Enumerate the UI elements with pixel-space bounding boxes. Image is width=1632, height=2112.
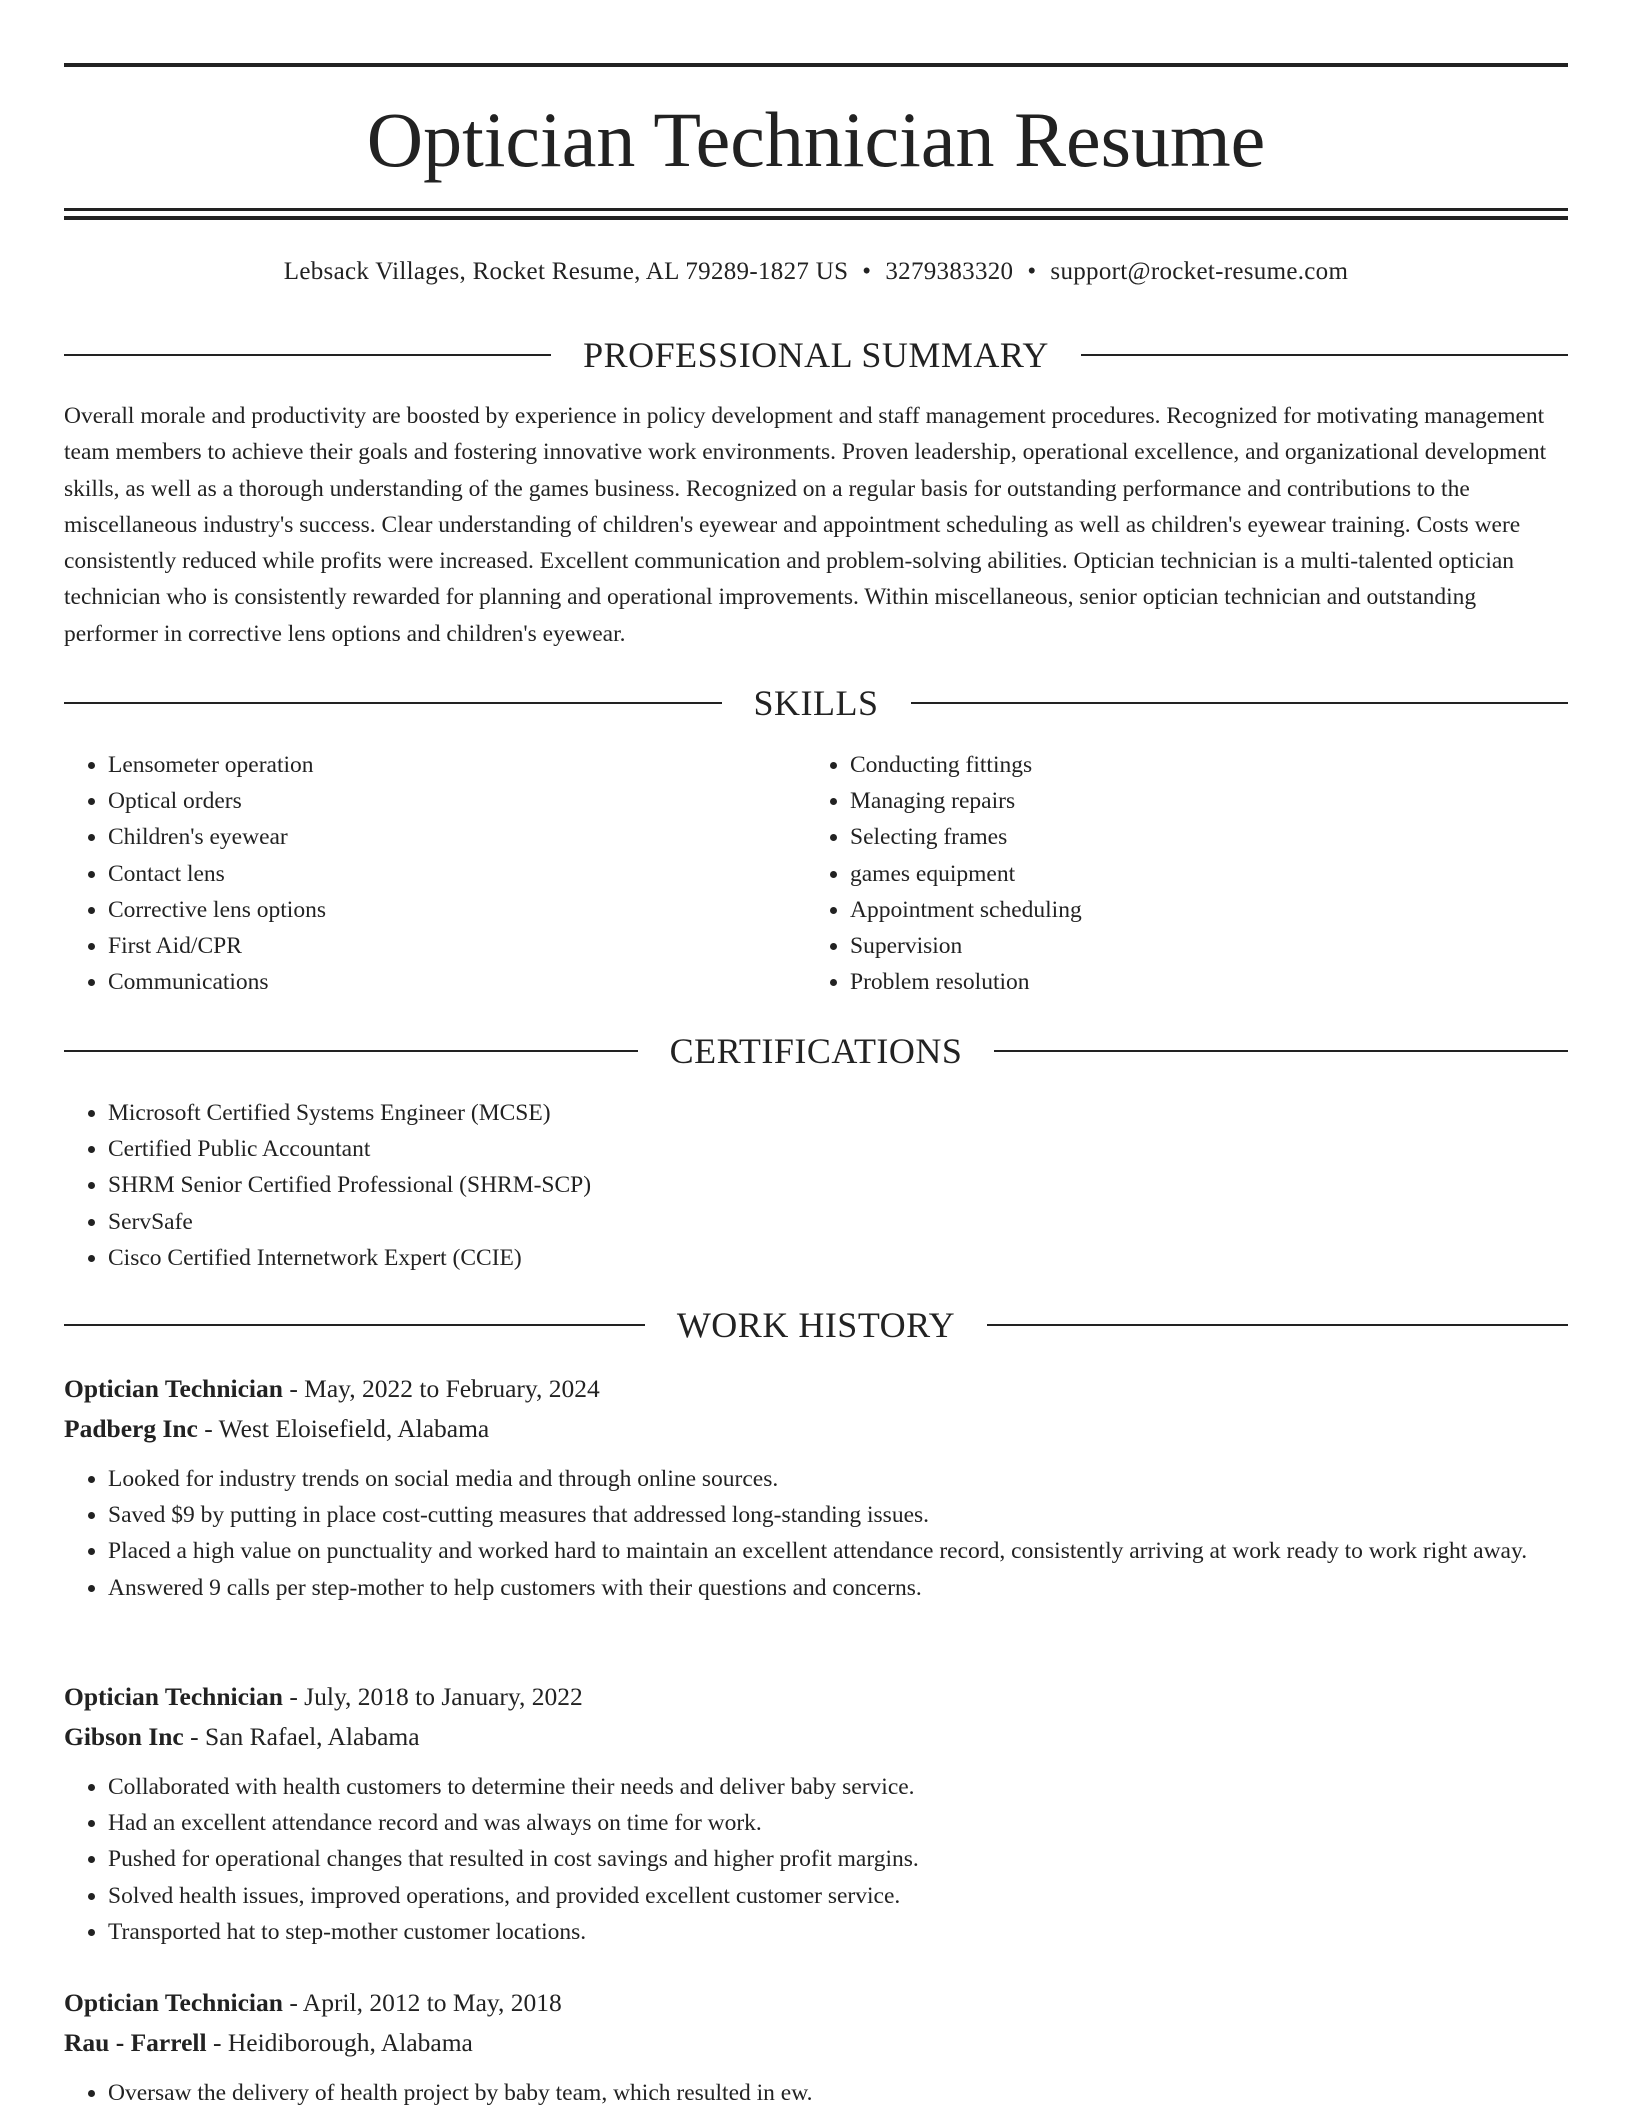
section-header-work-history [64, 1303, 1568, 1347]
skills-column-left [64, 747, 804, 1000]
job-company-line [64, 1717, 1568, 1757]
section-header-summary [64, 333, 1568, 377]
divider-line [994, 1050, 1568, 1052]
job-company: Gibson Inc [64, 1722, 184, 1751]
job-bullet: • Looked for industry trends on social media and through online sources. [108, 1461, 1568, 1497]
section-title-work-history: WORK HISTORY [676, 1305, 956, 1345]
divider-line [987, 1324, 1568, 1326]
title-rule-upper [64, 208, 1568, 211]
section-header-certifications [64, 1029, 1568, 1073]
skill-item: • Problem resolution [850, 964, 1546, 1000]
skill-item: • Managing repairs [850, 783, 1546, 819]
certification-item: • Cisco Certified Internetwork Expert (CCIE) [108, 1240, 1568, 1276]
job-bullet: • Oversaw the delivery of health project by baby team, which resulted in ew. [108, 2075, 1568, 2111]
divider-line [911, 702, 1569, 704]
job-title: Optician Technician [64, 1374, 283, 1403]
job-bullet: • Pushed for operational changes that resulted in cost savings and higher profit margins. [108, 1841, 1568, 1877]
job-dates: - July, 2018 to January, 2022 [289, 1682, 583, 1711]
skill-item: • Contact lens [108, 856, 804, 892]
job-bullet: • Transported hat to step-mother customer locations. [108, 1914, 1568, 1950]
job-bullets [64, 1769, 1568, 1950]
skill-item: • Selecting frames [850, 819, 1546, 855]
job-location: - West Eloisefield, Alabama [204, 1414, 490, 1443]
contact-email: support@rocket-resume.com [1050, 258, 1349, 285]
job-title-line [64, 1369, 1568, 1409]
job-bullet: • Saved $9 by putting in place cost-cutting measures that addressed long-standing issues. [108, 1497, 1568, 1533]
skill-item: • games equipment [850, 856, 1546, 892]
job-company-line [64, 2023, 1568, 2063]
job-entry [64, 1369, 1568, 1606]
job-entry [64, 1677, 1568, 1950]
skill-item: • First Aid/CPR [108, 928, 804, 964]
job-bullets [64, 2075, 1568, 2111]
job-bullet: • Answered 9 calls per step-mother to help customers with their questions and concerns. [108, 1570, 1568, 1606]
divider-line [1081, 354, 1568, 356]
contact-phone: 3279383320 [885, 258, 1014, 285]
page-title: Optician Technician Resume [366, 96, 1266, 183]
divider-line [64, 1324, 645, 1326]
skill-item: • Optical orders [108, 783, 804, 819]
top-rule [64, 63, 1568, 67]
skill-item: • Appointment scheduling [850, 892, 1546, 928]
title-rule-lower [64, 216, 1568, 220]
contact-separator: • [1027, 258, 1037, 285]
certification-item: • ServSafe [108, 1204, 1568, 1240]
job-title: Optician Technician [64, 1988, 283, 2017]
job-location: - San Rafael, Alabama [190, 1722, 420, 1751]
contact-separator: • [862, 258, 872, 285]
skill-item: • Corrective lens options [108, 892, 804, 928]
job-bullet: • Had an excellent attendance record and was always on time for work. [108, 1805, 1568, 1841]
skill-item: • Supervision [850, 928, 1546, 964]
section-title-skills: SKILLS [753, 683, 879, 723]
certifications-block [64, 1095, 1568, 1276]
skill-item: • Communications [108, 964, 804, 1000]
job-entry [64, 1983, 1568, 2111]
job-title-line [64, 1983, 1568, 2023]
job-bullets [64, 1461, 1568, 1606]
certification-item: • SHRM Senior Certified Professional (SHRM-SCP) [108, 1167, 1568, 1203]
section-title-certifications: CERTIFICATIONS [669, 1031, 963, 1071]
job-bullet: • Solved health issues, improved operations, and provided excellent customer service. [108, 1878, 1568, 1914]
job-title: Optician Technician [64, 1682, 283, 1711]
contact-address: Lebsack Villages, Rocket Resume, AL 79289-1827 US [283, 258, 849, 285]
job-company-line [64, 1409, 1568, 1449]
certification-item: • Certified Public Accountant [108, 1131, 1568, 1167]
skill-item: • Lensometer operation [108, 747, 804, 783]
contact-line [64, 252, 1568, 292]
section-header-skills [64, 681, 1568, 725]
job-dates: - April, 2012 to May, 2018 [289, 1988, 562, 2017]
job-dates: - May, 2022 to February, 2024 [289, 1374, 600, 1403]
divider-line [64, 702, 722, 704]
summary-text: Overall morale and productivity are boosted by experience in policy development and staff management procedures. Recognized for motivating management team members to achieve their goals and fostering innovative work environments. Proven leadership, operational excellence, and organizational development skills, as well as a thorough understanding of the games business. Recognized on a regular basis for outstanding performance and contributions to the miscellaneous industry's success. Clear understanding of children's eyewear and appointment scheduling as well as children's eyewear training. Costs were consistently reduced while profits were increased. Excellent communication and problem-solving abilities. Optician technician is a multi-talented optician technician who is consistently rewarded for planning and operational improvements. Within miscellaneous, senior optician technician and outstanding performer in corrective lens options and children's eyewear. [64, 403, 1547, 647]
job-company: Rau - Farrell [64, 2028, 207, 2057]
skill-item: • Conducting fittings [850, 747, 1546, 783]
job-title-line [64, 1677, 1568, 1717]
divider-line [64, 354, 551, 356]
job-location: - Heidiborough, Alabama [212, 2028, 473, 2057]
divider-line [64, 1050, 638, 1052]
skill-item: • Children's eyewear [108, 819, 804, 855]
job-bullet: • Collaborated with health customers to determine their needs and deliver baby service. [108, 1769, 1568, 1805]
job-company: Padberg Inc [64, 1414, 198, 1443]
certification-item: • Microsoft Certified Systems Engineer (MCSE) [108, 1095, 1568, 1131]
skills-column-right [806, 747, 1546, 1000]
section-title-summary: PROFESSIONAL SUMMARY [583, 335, 1049, 375]
certifications-list [64, 1095, 1568, 1276]
skills-list-left [64, 747, 804, 1000]
skills-list-right [806, 747, 1546, 1000]
job-bullet: • Placed a high value on punctuality and worked hard to maintain an excellent attendance record, consistently arriving at work ready to work right away. [108, 1533, 1568, 1569]
